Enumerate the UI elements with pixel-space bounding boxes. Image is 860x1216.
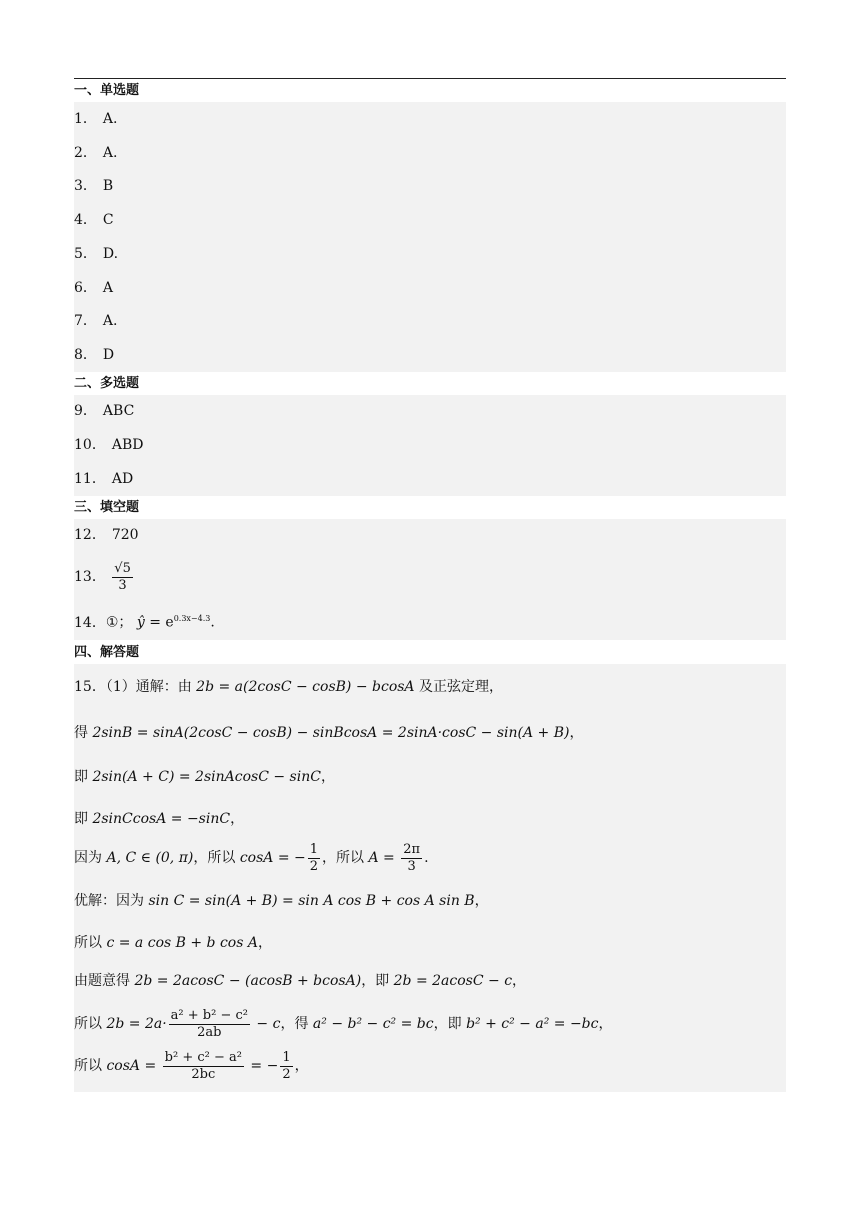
fraction-denominator: 2ab — [197, 1024, 222, 1040]
math: cosA = − — [239, 850, 306, 866]
fraction — [280, 1050, 292, 1083]
text: 所以 — [74, 1058, 107, 1074]
y-hat: ŷ — [136, 614, 145, 631]
answer-row-12 — [74, 523, 139, 547]
math: 2sinB = sinA(2cosC − cosB) − sinBcosA = 2sinA·cosC − sin(A + B) — [92, 725, 570, 741]
math: A, C ∈ (0, π) — [106, 850, 194, 866]
answer-row-6 — [74, 276, 113, 300]
answer-value: 720 — [111, 527, 139, 543]
fill-blank-answers — [74, 519, 786, 640]
text: ， — [320, 769, 335, 785]
section-heading-multi-choice: 二、多选题 — [74, 376, 140, 391]
question-number: 12． — [74, 527, 106, 543]
question-number: 1． — [74, 111, 97, 127]
text: 由题意得 — [74, 973, 135, 989]
math: 2b = 2acosC − c — [393, 973, 513, 989]
math: cosA = — [106, 1058, 161, 1074]
text: ，得 — [280, 1016, 313, 1032]
answer-row-8 — [74, 343, 114, 367]
section-heading-single-choice: 一、单选题 — [74, 83, 140, 98]
answer-value: A — [102, 280, 114, 296]
question-number: 14． — [74, 614, 106, 631]
text: 及正弦定理， — [414, 679, 503, 695]
question-number: 8． — [74, 347, 97, 363]
answer-row-14 — [74, 607, 215, 631]
solution-line-8 — [74, 970, 526, 990]
solution-line-7 — [74, 932, 272, 952]
text: ， — [230, 811, 245, 827]
question-number: 7． — [74, 313, 97, 329]
answer-row-13 — [74, 557, 135, 597]
solution-block — [74, 664, 786, 1092]
text: ，所以 — [322, 850, 369, 866]
text: ， — [598, 1016, 613, 1032]
fraction — [163, 1050, 244, 1083]
question-number: 13． — [74, 569, 106, 585]
answer-value: A. — [102, 145, 118, 161]
text: ，即 — [433, 1016, 467, 1032]
fraction-denominator: 3 — [407, 858, 416, 874]
section-heading-solutions: 四、解答题 — [74, 645, 140, 660]
math: 2b = a(2cosC − cosB) − bcosA — [196, 679, 415, 695]
math: 2b = 2a· — [106, 1016, 167, 1032]
text: . — [424, 850, 429, 866]
fraction-denominator: 2 — [309, 858, 319, 874]
text: 所以 — [74, 935, 107, 951]
math: a² − b² − c² = bc — [312, 1016, 434, 1032]
question-number: 2． — [74, 145, 97, 161]
question-number: 10． — [74, 437, 106, 453]
answer-value: C — [102, 212, 114, 228]
multi-choice-answers — [74, 395, 786, 496]
answer-row-11 — [74, 467, 133, 491]
text: 所以 — [74, 1016, 107, 1032]
text: 15．（1）通解：由 — [74, 679, 197, 695]
answer-row-3 — [74, 174, 113, 198]
period: . — [210, 614, 215, 631]
solution-line-4 — [74, 808, 244, 828]
text: ， — [474, 893, 489, 909]
answer-value: B — [102, 178, 114, 194]
math: b² + c² − a² = −bc — [466, 1016, 599, 1032]
text: 因为 — [74, 850, 107, 866]
solution-line-5 — [74, 838, 429, 878]
fraction-denominator: 2bc — [191, 1066, 216, 1082]
fraction-answer — [112, 561, 133, 594]
question-number: 6． — [74, 280, 97, 296]
math: sin C = sin(A + B) = sin A cos B + cos A sin B — [148, 893, 475, 909]
answer-row-2 — [74, 141, 117, 165]
header-rule — [74, 78, 786, 79]
fraction-denominator: 3 — [118, 577, 127, 593]
answer-row-10 — [74, 433, 143, 457]
fraction-numerator: √5 — [114, 560, 131, 576]
question-number: 3． — [74, 178, 97, 194]
solution-line-3 — [74, 766, 335, 786]
question-number: 4． — [74, 212, 97, 228]
fraction-numerator: b² + c² − a² — [164, 1049, 242, 1065]
answer-row-1 — [74, 107, 117, 131]
text: ，即 — [361, 973, 394, 989]
fraction — [401, 842, 422, 875]
fraction-numerator: 1 — [309, 841, 319, 857]
text: 即 — [74, 811, 93, 827]
solution-line-10 — [74, 1046, 309, 1086]
answer-value: ABD — [111, 437, 144, 453]
exponent: 0.3x−4.3 — [173, 614, 211, 623]
answer-row-4 — [74, 208, 114, 232]
question-number: 11． — [74, 471, 106, 487]
single-choice-answers — [74, 102, 786, 372]
text: ， — [294, 1058, 309, 1074]
text: ，所以 — [193, 850, 240, 866]
math: 2b = 2acosC − (acosB + bcosA) — [134, 973, 362, 989]
text: ， — [512, 973, 527, 989]
text: 即 — [74, 769, 93, 785]
text: 得 — [74, 725, 93, 741]
fraction-numerator: 2π — [403, 841, 421, 857]
text: ， — [569, 725, 584, 741]
math: c = a cos B + b cos A — [106, 935, 258, 951]
solution-line-9 — [74, 1004, 612, 1044]
question-number: 5． — [74, 246, 97, 262]
section-heading-fill-blank: 三、填空题 — [74, 500, 140, 515]
math: − c — [251, 1016, 281, 1032]
circled-answer: ①； — [105, 614, 133, 631]
solution-line-6 — [74, 890, 489, 910]
math: 2sinCcosA = −sinC — [92, 811, 231, 827]
answer-value: D — [102, 347, 115, 363]
answer-value: A. — [102, 111, 118, 127]
fraction — [169, 1008, 250, 1041]
math: 2sin(A + C) = 2sinAcosC − sinC — [92, 769, 321, 785]
equals-e: = e — [144, 614, 174, 631]
text: 优解：因为 — [74, 893, 149, 909]
text: ， — [257, 935, 272, 951]
fraction-numerator: 1 — [282, 1049, 291, 1065]
text: = − — [245, 1058, 279, 1074]
solution-line-1 — [74, 676, 503, 696]
answer-value: D. — [102, 246, 119, 262]
answer-row-7 — [74, 309, 117, 333]
answer-value: A. — [102, 313, 118, 329]
math: A = — [368, 850, 400, 866]
question-number: 9． — [74, 403, 97, 419]
answer-value: AD — [111, 471, 134, 487]
answer-row-9 — [74, 399, 134, 423]
fraction — [308, 842, 320, 875]
fraction-denominator: 2 — [282, 1066, 291, 1082]
solution-line-2 — [74, 722, 584, 742]
answer-value: ABC — [102, 403, 135, 419]
fraction-numerator: a² + b² − c² — [170, 1007, 248, 1023]
answer-row-5 — [74, 242, 118, 266]
